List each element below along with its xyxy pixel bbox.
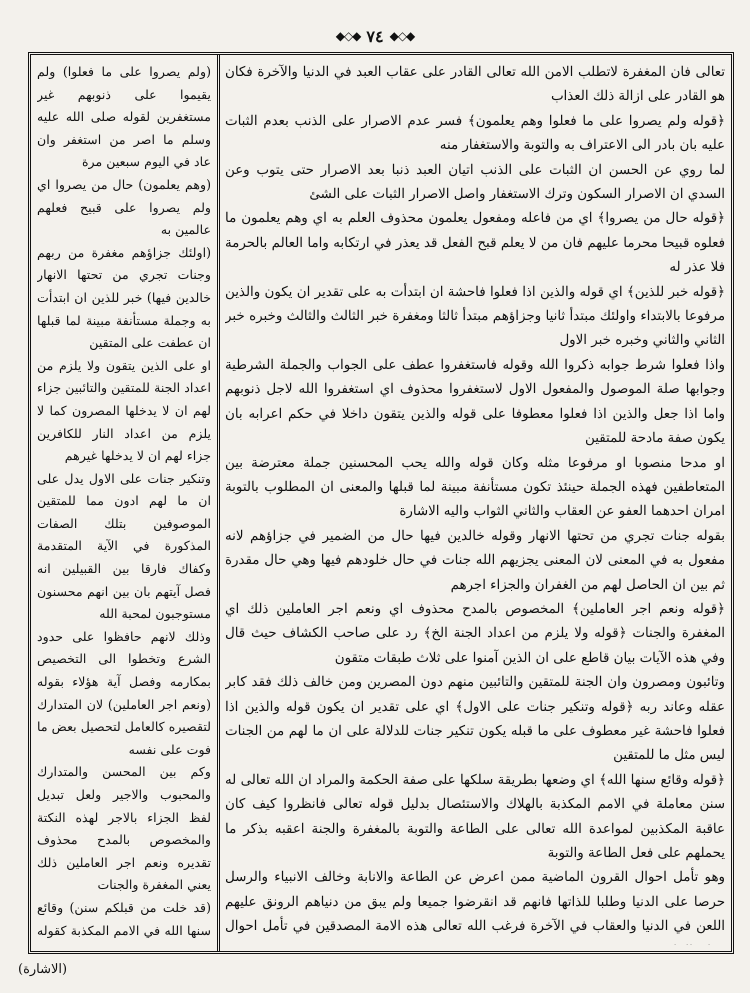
column-divider (217, 55, 220, 951)
main-paragraph: تعالى فان المغفرة لاتطلب الامن الله تعالى القادر على عقاب العبد في الدنيا والآخرة فكان هو القادر على ازالة ذلك العذاب (225, 65, 725, 105)
main-paragraph: لما روي عن الحسن ان الثبات على الذنب اتيان العبد ذنبا بعد الاصرار حتى يتوب وعن السدي ان الاصرار السكون وترك الاستغفار واصل الاصرار الثبات على الشئ (225, 162, 725, 203)
page-number: ٧٤ (366, 26, 384, 46)
page-frame (28, 52, 734, 954)
main-paragraph: ﴿قوله ولم يصروا على ما فعلوا وهم يعلمون﴾ فسر عدم الاصرار على الذنب بعدم الثبات عليه بان بادر الى الاعتراف به والتوبة والاستغفار منه (225, 113, 725, 154)
side-paragraph: وذلك لانهم حافظوا على حدود الشرع وتخطوا الى التخصيص بمكارمه وفصل آية هؤلاء بقوله (ونعم اجر العاملين) لان المتدارك لتقصيره كالعامل لتحصيل بعض ما فوت على نفسه (37, 628, 211, 757)
main-paragraph: وهو تأمل احوال القرون الماضية ممن اعرض عن الطاعة والانابة وخالف الانبياء والرسل حرصا على الدنيا وطلبا للذاتها فانهم قد انقرضوا جميعا ولم يبق من دنياهم الرونق عليهم اللعن في الدنيا والعقاب في الآخرة فرغب الله تعالى هذه الامة المصدقين في تأمل احوال (225, 870, 725, 935)
page-header (0, 24, 750, 48)
main-paragraph: ﴿قوله ونعم اجر العاملين﴾ المخصوص بالمدح محذوف اي ونعم اجر العاملين ذلك اي المغفرة والجنات ﴿قوله ولا يلزم من اعداد الجنة الخ﴾ رد على صاحب الكشاف حيث قال وفي هذه الآيات بيان قاطع على ان الذين آمنوا على ثلاث طبقات متقون (225, 601, 725, 666)
side-paragraph: او على الذين يتقون ولا يلزم من اعداد الجنة للمتقين والتائبين جزاء لهم ان لا يدخلها المصرون كما لا يلزم من اعداد النار للكافرين جزاء لهم ان لا يدخلها غيرهم (37, 357, 211, 464)
side-paragraph: (اولئك جزاؤهم مغفرة من ربهم وجنات تجري من تحتها الانهار خالدين فيها) خبر للذين ان ابتدأت به وجملة مستأنفة مبينة لما قبلها ان عطفت على المتقين (37, 244, 211, 351)
main-paragraph: بقوله جنات تجري من تحتها الانهار وقوله خالدين فيها حال من الضمير في جزاؤهم لانه مفعول به في المعنى لان المعنى يجزيهم الله جنات في حال خلودهم فيها وهي حال مقدرة ثم بين ان الحاصل لهم من الغفران والجزاء اجرهم (225, 528, 725, 593)
main-paragraph: ﴿قوله وقائع سنها الله﴾ اي وضعها بطريقة سلكها على صفة الحكمة والمراد ان الله تعالى له سنن معاملة في الامم المكذبة بالهلاك والاستئصال بدليل قوله تعالى فانظروا كيف كان عاقبة المكذبين لمواعدة الله تعالى على الطاعة والتوبة بالمغفرة والجنة اعقبه بذكر ما يحملهم على فعل الطاعة والتوبة (225, 772, 725, 861)
side-paragraph: (ولم يصروا على ما فعلوا) ولم يقيموا على ذنوبهم غير مستغفرين لقوله صلى الله عليه وسلم ما اصر من استغفر وان عاد في اليوم سبعين مرة (37, 64, 211, 170)
page-number-group (336, 27, 415, 46)
side-paragraph: (قد خلت من قبلكم سنن) وقائع سنها الله في الامم المكذبة كقوله (37, 899, 211, 938)
main-paragraph: ﴿قوله خبر للذين﴾ اي قوله والذين اذا فعلوا فاحشة ان ابتدأت به على تقدير ان يكون والذين مرفوعا بالابتداء واولئك مبتدأ ثانيا وجزاؤهم مبتدأ ثالثا ومغفرة خبر الثالث والثالث وخبره خبر الثاني والثاني وخبره خبر الاول (225, 284, 725, 349)
right-ornament-icon: ◆◇◆ (389, 29, 415, 43)
main-paragraph: واذا فعلوا شرط جوابه ذكروا الله وقوله فاستغفروا عطف على الجواب والجملة الشرطية وجوابها صلة الموصول والمفعول الاول لاستغفروا محذوف اي استغفروا الله لاجل ذنوبهم واما اذا جعل والذين اذا فعلوا معطوفا على قوله والذين يتقون داخلا في حكم اعرابه بان يكون صفة مادحة للمتقين (225, 357, 725, 447)
main-paragraph: وتائبون ومصرون وان الجنة للمتقين والتائبين منهم دون المصرين ومن خالف ذلك فقد كابر عقله وعاند ربه ﴿قوله وتنكير جنات على الاول﴾ اي على تقدير ان يكون قوله والذين اذا فعلوا فاحشة غير معطوف على ما قبله يكون تنكير جنات للدلالة على ان ما لهم من الجنات ليس مثل ما للمتقين (225, 675, 725, 764)
side-paragraph: وكم بين المحسن والمتدارك والمحبوب والاجير ولعل تبديل لفظ الجزاء بالاجر لهذه النكتة والمخصوص بالمدح محذوف تقديره ونعم اجر العاملين ذلك يعني المغفرة والجنات (37, 764, 211, 893)
side-paragraph: وتنكير جنات على الاول يدل على ان ما لهم ادون مما للمتقين الموصوفين بتلك الصفات المذكورة في الآية المتقدمة وكفاك فارقا بين القبيلين انه فصل آيتهم بان بين انهم محسنون مستوجبون لمحبة الله (37, 470, 211, 622)
main-commentary-column (225, 61, 725, 945)
catchword: (الاشارة) (18, 962, 68, 977)
margin-commentary-column (37, 61, 211, 945)
side-paragraph: (وهم يعلمون) حال من يصروا اي ولم يصروا على قبيح فعلهم عالمين به (37, 176, 211, 238)
main-paragraph: ﴿قوله حال من يصروا﴾ اي من فاعله ومفعول يعلمون محذوف العلم به اي وهم يعلمون ما فعلوه قبيحا محرما عليهم فان من لا يعلم قبح الفعل قد يعذر في ارتكابه واما العالم بالحرمة فلا عذر له (225, 211, 725, 276)
main-paragraph: او مدحا منصوبا او مرفوعا مثله وكان قوله والله يحب المحسنين جملة معترضة بين المتعاطفين فهذه الجملة حينئذ تكون مستأنفة مبينة لما قبلها والمعنى ان المطلوب بالتوبة امران احدهما العفو عن العقاب والثاني الثواب واليه الاشارة (225, 455, 725, 520)
left-ornament-icon: ◆◇◆ (335, 29, 361, 43)
